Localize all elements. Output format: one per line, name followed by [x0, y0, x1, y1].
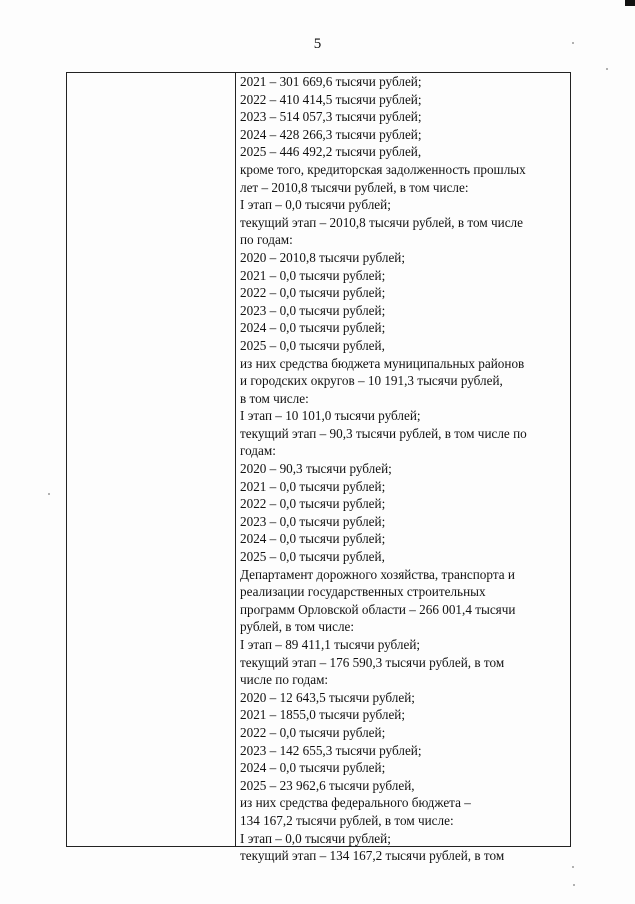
budget-line: числе по годам:	[240, 672, 329, 688]
budget-line: текущий этап – 90,3 тысячи рублей, в том числе по	[240, 425, 527, 441]
budget-line: 2024 – 0,0 тысячи рублей;	[240, 320, 386, 336]
scan-speck	[572, 866, 574, 868]
budget-line: 134 167,2 тысячи рублей, в том числе:	[240, 812, 454, 828]
page-number: 5	[313, 36, 322, 52]
budget-line: 2020 – 90,3 тысячи рублей;	[240, 461, 392, 477]
budget-line: 2025 – 0,0 тысячи рублей,	[240, 549, 385, 565]
budget-line: из них средства федерального бюджета –	[240, 795, 471, 811]
budget-line: кроме того, кредиторская задолженность прошлых	[240, 161, 526, 177]
budget-line: Департамент дорожного хозяйства, транспорта и	[240, 566, 515, 582]
budget-line: рублей, в том числе:	[240, 619, 355, 635]
budget-line: 2024 – 0,0 тысячи рублей;	[240, 531, 386, 547]
budget-line: 2022 – 410 414,5 тысячи рублей;	[240, 91, 422, 107]
budget-line: 2020 – 2010,8 тысячи рублей;	[240, 249, 406, 265]
budget-line: 2024 – 428 266,3 тысячи рублей;	[240, 126, 422, 142]
table-left-cell	[67, 73, 235, 846]
budget-line: 2023 – 142 655,3 тысячи рублей;	[240, 742, 422, 758]
budget-line: I этап – 0,0 тысячи рублей;	[240, 830, 391, 846]
budget-line: 2023 – 514 057,3 тысячи рублей;	[240, 109, 422, 125]
budget-line: 2022 – 0,0 тысячи рублей;	[240, 496, 386, 512]
budget-line: 2025 – 23 962,6 тысячи рублей,	[240, 777, 415, 793]
budget-line: текущий этап – 176 590,3 тысячи рублей, в том	[240, 654, 505, 670]
scan-corner-mark	[625, 0, 635, 6]
budget-table	[66, 72, 571, 864]
column-divider	[235, 73, 236, 846]
budget-line: годам:	[240, 443, 276, 459]
budget-line: 2021 – 0,0 тысячи рублей;	[240, 267, 386, 283]
budget-line: лет – 2010,8 тысячи рублей, в том числе:	[240, 179, 469, 195]
budget-line: 2023 – 0,0 тысячи рублей;	[240, 302, 386, 318]
budget-line: 2022 – 0,0 тысячи рублей;	[240, 285, 386, 301]
scan-speck	[48, 493, 50, 495]
budget-line: I этап – 0,0 тысячи рублей;	[240, 197, 391, 213]
budget-line: 2020 – 12 643,5 тысячи рублей;	[240, 689, 415, 705]
budget-line: программ Орловской области – 266 001,4 тысячи	[240, 601, 516, 617]
budget-line: 2025 – 446 492,2 тысячи рублей,	[240, 144, 422, 160]
budget-line: текущий этап – 134 167,2 тысячи рублей, в том	[240, 848, 505, 864]
budget-line: 2021 – 1855,0 тысячи рублей;	[240, 707, 406, 723]
budget-line: I этап – 10 101,0 тысячи рублей;	[240, 408, 421, 424]
budget-line: 2022 – 0,0 тысячи рублей;	[240, 724, 386, 740]
budget-line: в том числе:	[240, 390, 309, 406]
budget-line: 2024 – 0,0 тысячи рублей;	[240, 760, 386, 776]
scan-speck	[573, 884, 575, 886]
budget-line: по годам:	[240, 232, 293, 248]
budget-line: реализации государственных строительных	[240, 584, 486, 600]
scan-speck	[572, 42, 574, 44]
budget-line: текущий этап – 2010,8 тысячи рублей, в том числе	[240, 214, 523, 230]
budget-line: и городских округов – 10 191,3 тысячи рублей,	[240, 373, 503, 389]
budget-line: 2025 – 0,0 тысячи рублей,	[240, 337, 385, 353]
budget-line: I этап – 89 411,1 тысячи рублей;	[240, 637, 421, 652]
budget-line: 2021 – 0,0 тысячи рублей;	[240, 478, 386, 494]
table-right-cell	[240, 73, 564, 864]
budget-line: из них средства бюджета муниципальных районов	[240, 355, 525, 371]
budget-line: 2023 – 0,0 тысячи рублей;	[240, 513, 386, 529]
budget-line: 2021 – 301 669,6 тысячи рублей;	[240, 74, 422, 89]
scan-speck	[606, 68, 608, 70]
